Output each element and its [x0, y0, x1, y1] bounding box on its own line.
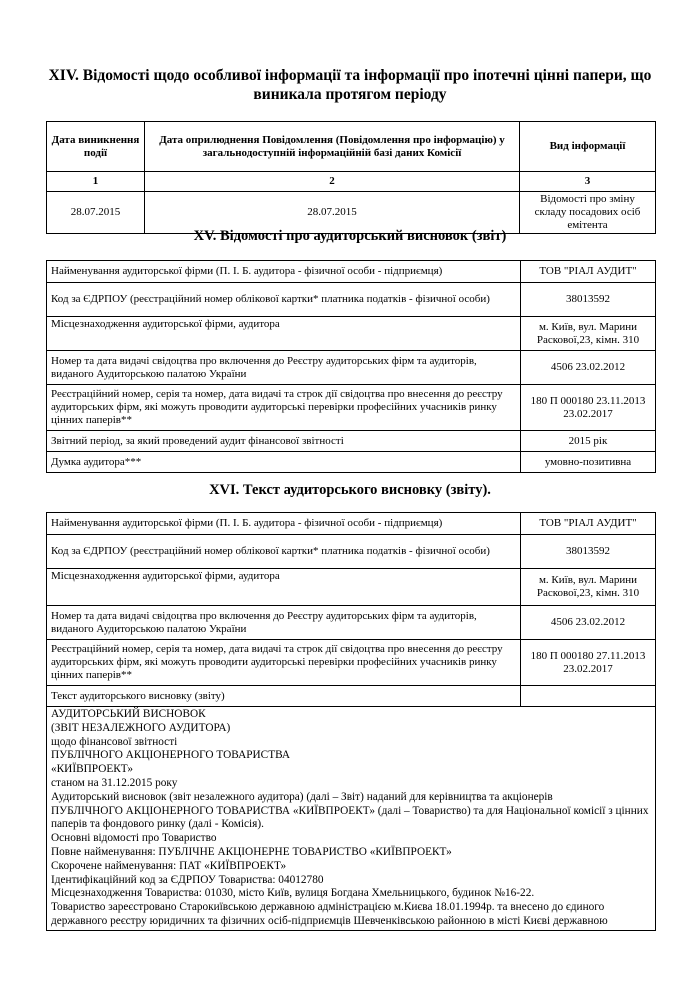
certificate-label: Номер та дата видачі свідоцтва про включення до Реєстру аудиторських фірм та аудиторів, виданого Аудиторською палатою України: [47, 351, 521, 385]
header-event-date: Дата виникнення події: [47, 122, 145, 172]
audit-firm-name-label: Найменування аудиторської фірми (П. І. Б. аудитора - фізичної особи - підприємця): [47, 513, 521, 535]
period-label: Звітний період, за який проведений аудит фінансової звітності: [47, 431, 521, 452]
event-date-cell: 28.07.2015: [47, 192, 145, 234]
table-row: [47, 317, 656, 351]
report-text-value: [521, 686, 656, 707]
report-body-line: Товариство зареєстровано Старокиївською державною адміністрацією м.Києва 18.01.1994р. та внесено до єдиного державного реєстру юридичних та фізичних осіб-підприємців Шевченківською районною в місті Києві державною: [51, 901, 608, 927]
report-body: [47, 707, 656, 931]
table-row: [47, 431, 656, 452]
certificate-value: 4506 23.02.2012: [521, 351, 656, 385]
report-body-line: «КИЇВПРОЕКТ»: [51, 763, 134, 776]
report-text-label: Текст аудиторського висновку (звіту): [47, 686, 521, 707]
special-info-table: [46, 121, 656, 234]
edrpou-label: Код за ЄДРПОУ (реєстраційний номер облікової картки* платника податків - фізичної особи): [47, 535, 521, 569]
registration-value: 180 П 000180 23.11.2013 23.02.2017: [521, 385, 656, 431]
report-body-line: Аудиторський висновок (звіт незалежного аудитора) (далі – Звіт) наданий для керівництва та акціонерів: [51, 790, 553, 803]
report-body-line: ПУБЛІЧНОГО АКЦІОНЕРНОГО ТОВАРИСТВА: [51, 749, 291, 762]
table-row: [47, 385, 656, 431]
section16-title: XVI. Текст аудиторського висновку (звіту).: [209, 482, 491, 498]
table-row: [47, 261, 656, 283]
opinion-label: Думка аудитора***: [47, 452, 521, 473]
report-body-line: Ідентифікаційний код за ЄДРПОУ Товариства: 04012780: [51, 873, 324, 886]
table-row: [47, 686, 656, 707]
edrpou-label: Код за ЄДРПОУ (реєстраційний номер облікової картки* платника податків - фізичної особи): [47, 283, 521, 317]
table-row: [47, 513, 656, 535]
report-body-row: [47, 707, 656, 931]
column-number: 3: [520, 172, 656, 192]
table-row: [47, 452, 656, 473]
audit-firm-name-value: ТОВ "РІАЛ АУДИТ": [521, 513, 656, 535]
table-row: [47, 640, 656, 686]
report-body-line: АУДИТОРСЬКИЙ ВИСНОВОК: [51, 708, 206, 720]
column-number: 1: [47, 172, 145, 192]
section15-title: XV. Відомості про аудиторський висновок (звіт): [193, 228, 507, 244]
period-value: 2015 рік: [521, 431, 656, 452]
table-row: [47, 606, 656, 640]
audit-report-text-table: [46, 512, 656, 931]
audit-report-info-table: [46, 260, 656, 473]
registration-label: Реєстраційний номер, серія та номер, дата видачі та строк дії свідоцтва про внесення до реєстру аудиторських фірм, які можуть проводити аудиторські перевірки професійних учасників ринку цінних паперів**: [47, 385, 521, 431]
table-number-row: [47, 172, 656, 192]
report-body-line: ПУБЛІЧНОГО АКЦІОНЕРНОГО ТОВАРИСТВА «КИЇВПРОЕКТ» (далі – Товариство) та для Національної комісії з цінних паперів та фондового ринку (далі - Комісія).: [51, 804, 649, 831]
table-row: [47, 535, 656, 569]
location-label: Місцезнаходження аудиторської фірми, аудитора: [47, 569, 521, 606]
location-value: м. Київ, вул. Марини Раскової,23, кімн. 310: [521, 317, 656, 351]
publication-date-cell: 28.07.2015: [145, 192, 520, 234]
registration-value: 180 П 000180 27.11.2013 23.02.2017: [521, 640, 656, 686]
location-label: Місцезнаходження аудиторської фірми, аудитора: [47, 317, 521, 351]
registration-label: Реєстраційний номер, серія та номер, дата видачі та строк дії свідоцтва про внесення до реєстру аудиторських фірм, які можуть проводити аудиторські перевірки професійних учасників ринку цінних паперів**: [47, 640, 521, 686]
certificate-value: 4506 23.02.2012: [521, 606, 656, 640]
report-body-line: Скорочене найменування: ПАТ «КИЇВПРОЕКТ»: [51, 859, 287, 872]
audit-firm-name-value: ТОВ "РІАЛ АУДИТ": [521, 261, 656, 283]
header-info-type: Вид інформації: [520, 122, 656, 172]
report-body-line: (ЗВІТ НЕЗАЛЕЖНОГО АУДИТОРА): [51, 721, 231, 734]
section14-title: XIV. Відомості щодо особливої інформації та інформації про іпотечні цінні папери, що виникала протягом періоду: [48, 67, 652, 103]
location-value: м. Київ, вул. Марини Раскової,23, кімн. 310: [521, 569, 656, 606]
report-body-line: Основні відомості про Товариство: [51, 832, 217, 845]
report-body-line: щодо фінансової звітності: [51, 735, 178, 748]
header-publication-date: Дата оприлюднення Повідомлення (Повідомлення про інформацію) у загальнодоступній інформаційній базі даних Комісії: [145, 122, 520, 172]
table-header-row: [47, 122, 656, 172]
opinion-value: умовно-позитивна: [521, 452, 656, 473]
report-body-line: Місцезнаходження Товариства: 01030, місто Київ, вулиця Богдана Хмельницького, будинок №16-22.: [51, 887, 535, 900]
table-row: [47, 569, 656, 606]
audit-firm-name-label: Найменування аудиторської фірми (П. І. Б. аудитора - фізичної особи - підприємця): [47, 261, 521, 283]
edrpou-value: 38013592: [521, 535, 656, 569]
table-row: [47, 351, 656, 385]
report-body-line: станом на 31.12.2015 року: [51, 776, 178, 789]
column-number: 2: [145, 172, 520, 192]
info-type-cell: Відомості про зміну складу посадових осіб емітента: [520, 192, 656, 234]
edrpou-value: 38013592: [521, 283, 656, 317]
report-body-line: Повне найменування: ПУБЛІЧНЕ АКЦІОНЕРНЕ ТОВАРИСТВО «КИЇВПРОЕКТ»: [51, 845, 452, 858]
table-row: [47, 283, 656, 317]
certificate-label: Номер та дата видачі свідоцтва про включення до Реєстру аудиторських фірм та аудиторів, виданого Аудиторською палатою України: [47, 606, 521, 640]
